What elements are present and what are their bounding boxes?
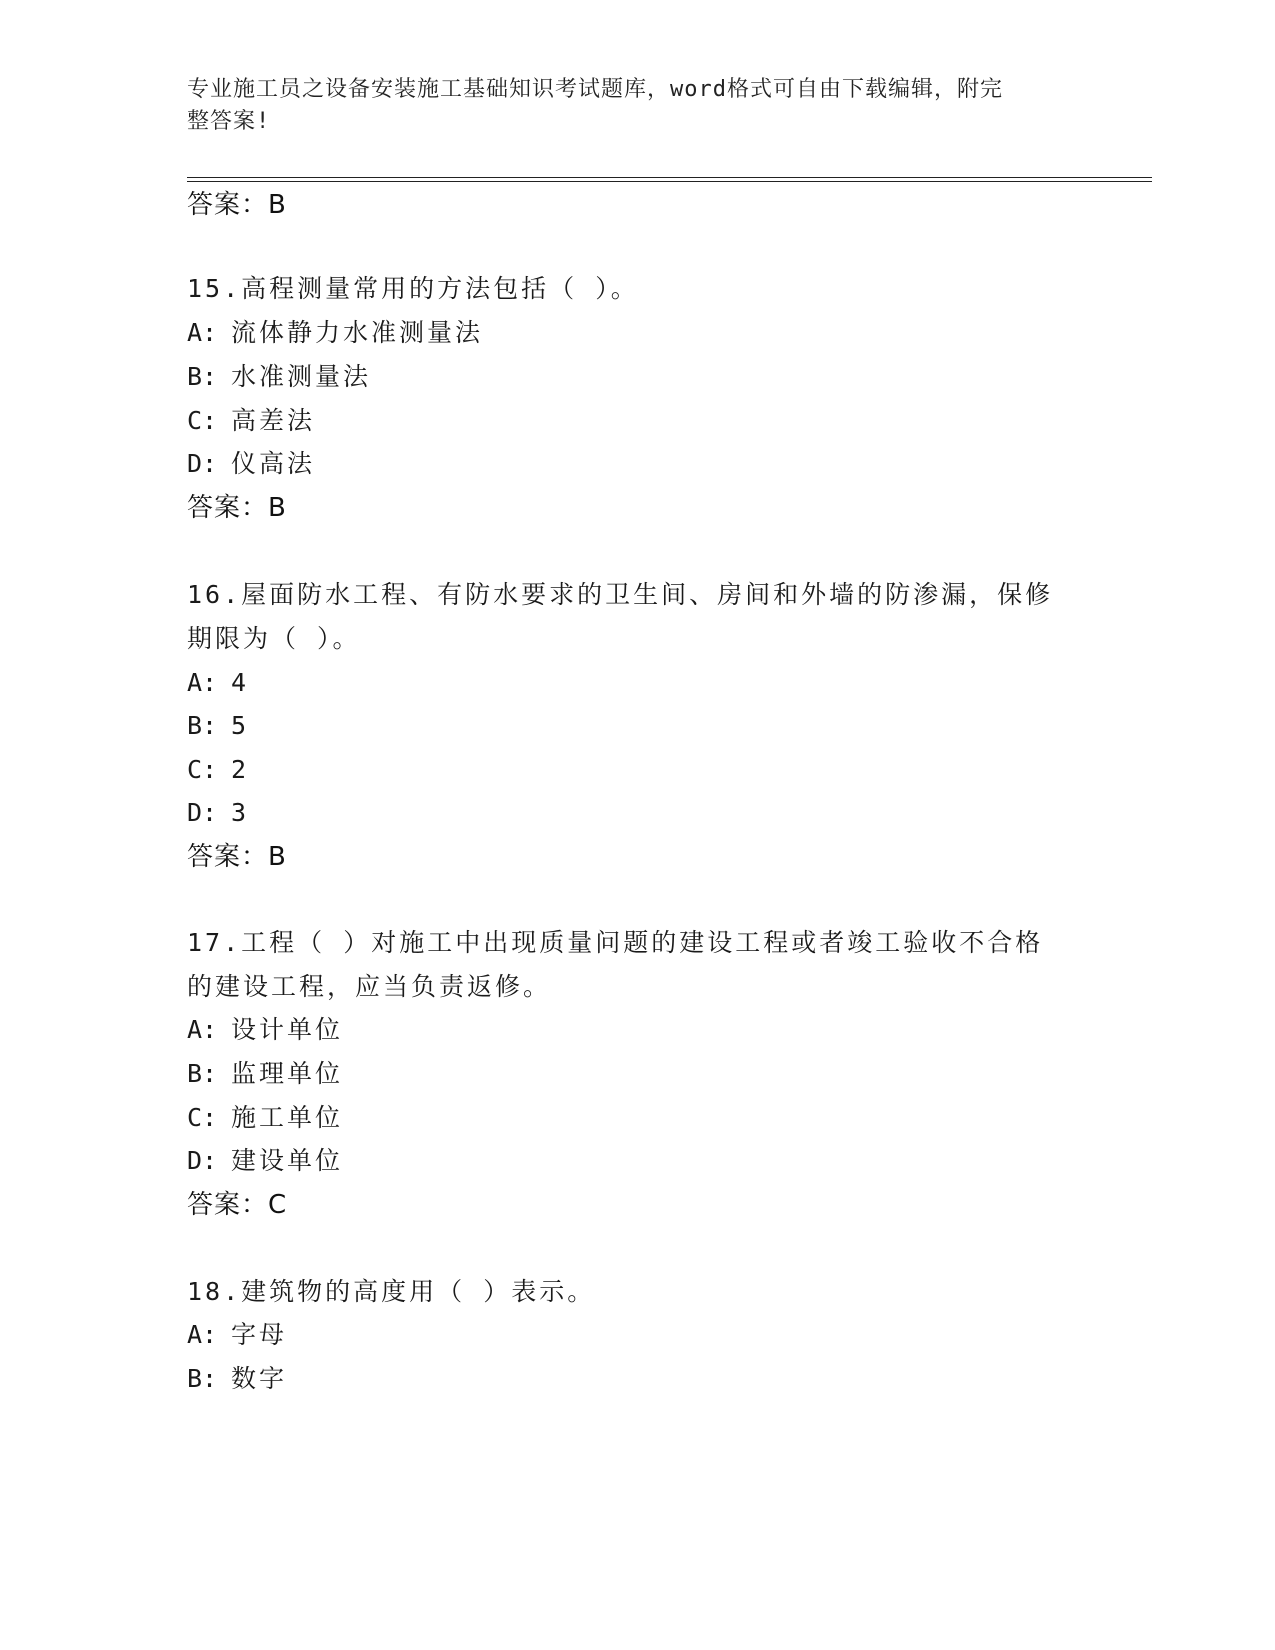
option-label: B:	[187, 711, 218, 740]
option-label: B:	[187, 1364, 218, 1393]
question-stem-continued	[187, 971, 551, 1003]
option-label: A:	[187, 318, 218, 347]
answer-prefix: 答案：	[187, 493, 269, 523]
question-text: 屋面防水工程、有防水要求的卫生间、房间和外墙的防渗漏，保修	[241, 580, 1054, 609]
option-text: 仪高法	[231, 449, 316, 478]
document-header	[187, 74, 1067, 138]
option-a	[187, 667, 249, 699]
option-label: C:	[187, 406, 218, 435]
option-label: C:	[187, 755, 218, 784]
option-c	[187, 1102, 343, 1134]
option-a	[187, 1319, 287, 1351]
option-text: 5	[231, 711, 250, 740]
answer-value: B	[268, 190, 287, 220]
option-b	[187, 710, 249, 742]
question-text: 建筑物的高度用（ ）表示。	[241, 1277, 596, 1306]
option-label: A:	[187, 1320, 218, 1349]
question-stem	[187, 579, 1053, 611]
option-text: 数字	[231, 1364, 288, 1393]
answer-value: B	[268, 493, 287, 523]
option-d	[187, 797, 249, 829]
option-d	[187, 448, 315, 480]
question-stem	[187, 927, 1043, 959]
question-number: 17.	[187, 928, 242, 957]
option-text: 高差法	[231, 406, 316, 435]
header-line-2: 整答案!	[187, 109, 271, 134]
question-text: 期限为（ ）。	[187, 624, 361, 653]
option-label: A:	[187, 1015, 218, 1044]
option-label: B:	[187, 1059, 218, 1088]
option-text: 4	[231, 668, 250, 697]
option-text: 建设单位	[231, 1146, 344, 1175]
question-text: 高程测量常用的方法包括（ ）。	[241, 274, 639, 303]
option-b	[187, 1363, 287, 1395]
option-b	[187, 361, 371, 393]
option-label: D:	[187, 798, 218, 827]
answer-value: B	[268, 842, 287, 872]
option-label: B:	[187, 362, 218, 391]
question-stem	[187, 1276, 595, 1308]
question-number: 16.	[187, 580, 242, 609]
question-number: 15.	[187, 274, 242, 303]
header-line-1: 专业施工员之设备安装施工基础知识考试题库，word格式可自由下载编辑，附完	[187, 77, 1003, 102]
option-c	[187, 405, 315, 437]
option-b	[187, 1058, 343, 1090]
option-a	[187, 317, 483, 349]
option-label: A:	[187, 668, 218, 697]
option-text: 字母	[231, 1320, 288, 1349]
option-label: D:	[187, 449, 218, 478]
header-divider-bottom	[187, 181, 1152, 182]
question-stem	[187, 273, 639, 305]
option-label: C:	[187, 1103, 218, 1132]
option-text: 水准测量法	[231, 362, 372, 391]
option-text: 3	[231, 798, 250, 827]
option-text: 设计单位	[231, 1015, 344, 1044]
option-label: D:	[187, 1146, 218, 1175]
answer-line	[187, 189, 287, 221]
question-number: 18.	[187, 1277, 242, 1306]
option-text: 2	[231, 755, 250, 784]
answer-prefix: 答案：	[187, 842, 269, 872]
option-d	[187, 1145, 343, 1177]
option-c	[187, 754, 249, 786]
option-a	[187, 1014, 343, 1046]
answer-prefix: 答案：	[187, 1190, 269, 1220]
answer-line	[187, 841, 287, 873]
option-text: 施工单位	[231, 1103, 344, 1132]
header-divider-top	[187, 177, 1152, 178]
answer-line	[187, 1189, 287, 1221]
option-text: 流体静力水准测量法	[231, 318, 484, 347]
answer-line	[187, 492, 287, 524]
option-text: 监理单位	[231, 1059, 344, 1088]
question-stem-continued	[187, 623, 361, 655]
question-text: 的建设工程，应当负责返修。	[187, 972, 552, 1001]
question-text: 工程（ ）对施工中出现质量问题的建设工程或者竣工验收不合格	[241, 928, 1044, 957]
answer-value: C	[268, 1190, 288, 1220]
answer-prefix: 答案：	[187, 190, 269, 220]
